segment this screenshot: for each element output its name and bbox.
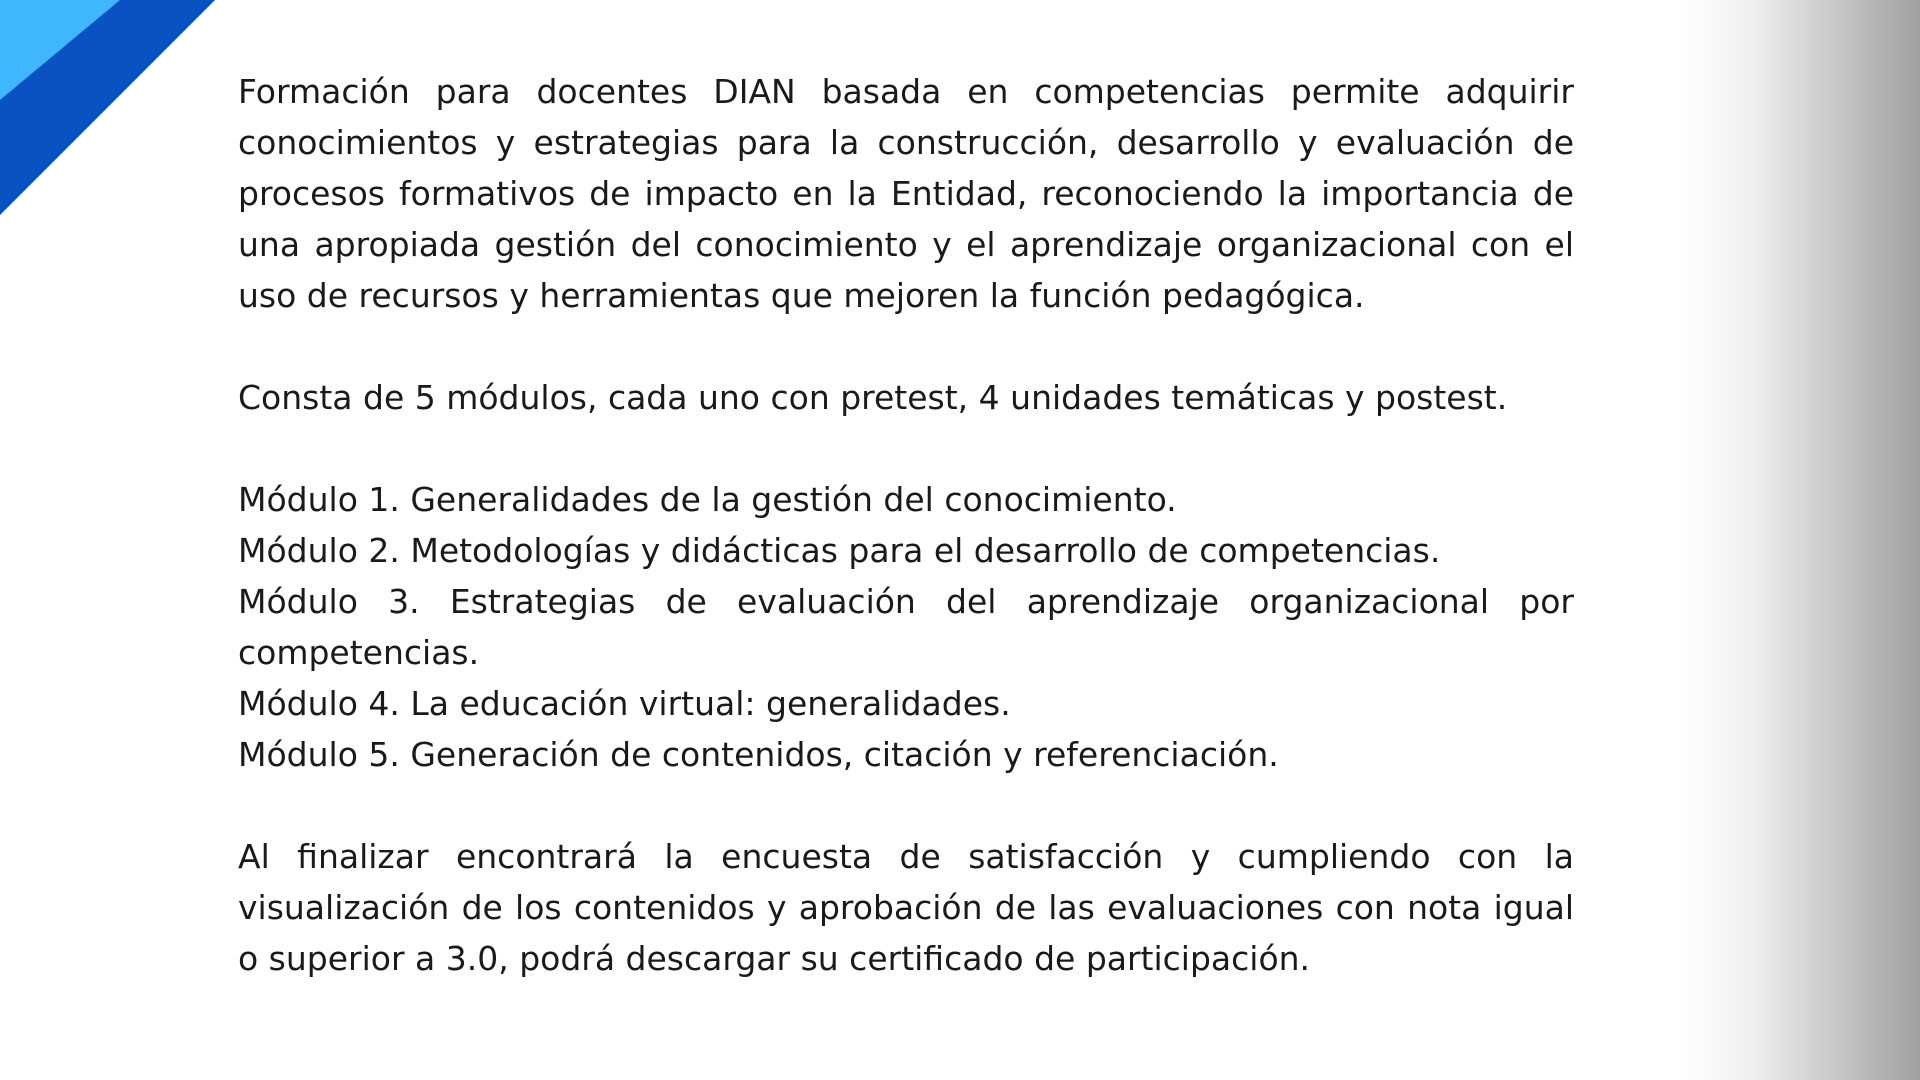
document-body (238, 66, 1574, 984)
structure-paragraph: Consta de 5 módulos, cada uno con pretest, 4 unidades temáticas y postest. (238, 378, 1508, 417)
module-item-1: Módulo 1. Generalidades de la gestión del conocimiento. (238, 480, 1177, 519)
intro-paragraph: Formación para docentes DIAN basada en competencias permite adquirir conocimientos y estrategias para la construcción, desarrollo y evaluación de procesos formativos de impacto en la Entidad, reconociendo la importancia de una apropiada gestión del conocimiento y el aprendizaje organizacional con el uso de recursos y herramientas que mejoren la función pedagógica. (238, 72, 1574, 315)
module-item-2: Módulo 2. Metodologías y didácticas para el desarrollo de competencias. (238, 531, 1441, 570)
corner-decoration (0, 0, 230, 230)
module-list (238, 474, 1574, 780)
right-edge-shadow (1680, 0, 1920, 1080)
paragraph-spacer (238, 321, 1574, 372)
module-item-3: Módulo 3. Estrategias de evaluación del aprendizaje organizacional por competencias. (238, 582, 1574, 672)
module-item-4: Módulo 4. La educación virtual: generalidades. (238, 684, 1011, 723)
closing-paragraph: Al finalizar encontrará la encuesta de satisfacción y cumpliendo con la visualización de los contenidos y aprobación de las evaluaciones con nota igual o superior a 3.0, podrá descargar su certificado de participación. (238, 837, 1574, 978)
corner-stripes-graphic (0, 0, 230, 230)
paragraph-spacer (238, 423, 1574, 474)
paragraph-spacer (238, 780, 1574, 831)
module-item-5: Módulo 5. Generación de contenidos, citación y referenciación. (238, 735, 1279, 774)
